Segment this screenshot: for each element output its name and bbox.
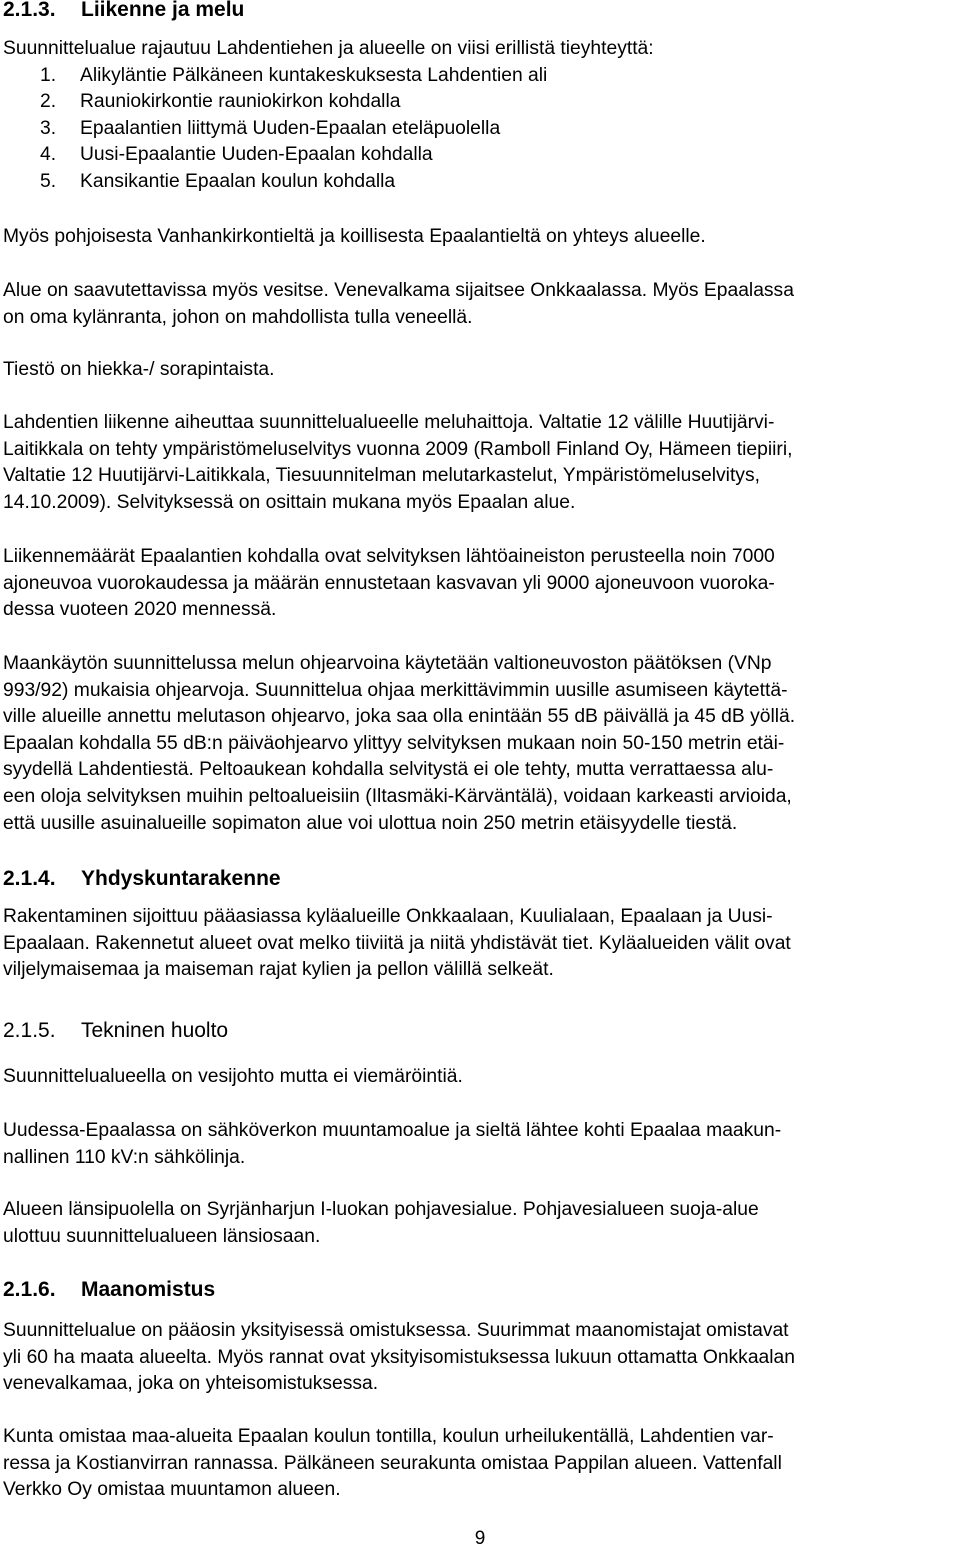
text-line: yli 60 ha maata alueelta. Myös rannat ovat yksityisomistuksessa lukuun ottamatta Onkkaalan [3,1346,795,1368]
section-number: 2.1.5. [3,1019,56,1042]
text-line: syydellä Lahdentiestä. Peltoaukean kohdalla selvitystä ei ole tehty, mutta verrattaessa alu- [3,759,774,781]
list-text: Alikyläntie Pälkäneen kuntakeskuksesta Lahdentien ali [80,64,548,86]
paragraph [3,904,791,984]
paragraph [3,1197,759,1250]
text-line: Lahdentien liikenne aiheuttaa suunnittelualueelle meluhaittoja. Valtatie 12 välille Huutijärvi- [3,412,775,433]
list-number: 5. [40,170,57,192]
section-heading [3,0,244,23]
list-text: Epaalantien liittymä Uuden-Epaalan eteläpuolella [80,117,501,139]
list-text: Kansikantie Epaalan koulun kohdalla [80,170,396,192]
text-line: 993/92) mukaisia ohjearvoja. Suunnittelua ohjaa merkittävimmin uusille asumiseen käytettä- [3,679,788,701]
text-line: dessa vuoteen 2020 mennessä. [3,599,277,621]
text-line: Epaalaan. Rakennetut alueet ovat melko tiiviitä ja niitä yhdistävät tiet. Kyläalueiden välit ovat [3,932,791,954]
list-text: Rauniokirkontie rauniokirkon kohdalla [80,91,401,113]
page-number: 9 [474,1528,486,1549]
list-item [3,142,957,169]
section-liikenne [3,0,244,23]
paragraph [3,410,792,516]
paragraph: Suunnittelualueella on vesijohto mutta ei viemäröintiä. [3,1066,463,1087]
text-line: Rakentaminen sijoittuu pääasiassa kyläalueille Onkkaalaan, Kuulialaan, Epaalaan ja Uusi- [3,906,773,927]
section-number: 2.1.3. [3,0,56,21]
paragraph [3,1118,781,1171]
section-heading [3,1277,215,1303]
text-line: Suunnittelualue on pääosin yksityisessä omistuksessa. Suurimmat maanomistajat omistavat [3,1320,789,1341]
paragraph [3,1424,782,1504]
list-item [3,116,957,143]
section-title: Tekninen huolto [81,1019,229,1042]
text-line: Valtatie 12 Huutijärvi-Laitikkala, Tiesuunnitelman melutarkastelut, Ympäristömeluselvitys, [3,465,760,487]
paragraph [3,651,795,837]
paragraph [3,278,794,331]
paragraph [3,1318,795,1398]
section-number: 2.1.6. [3,1278,56,1301]
text-line: Laitikkala on tehty ympäristömeluselvitys vuonna 2009 (Ramboll Finland Oy, Hämeen tiepiiri, [3,438,793,460]
list-item [3,63,957,90]
text-line: ressa ja Kostianvirran rannassa. Pälkäneen seurakunta omistaa Pappilan alueen. Vattenfall [3,1452,782,1474]
connection-list [3,63,957,196]
paragraph: Tiestö on hiekka-/ sorapintaista. [3,359,275,380]
text-line: että uusille asuinalueille sopimaton alue voi ulottua noin 250 metrin etäisyydelle tiestä. [3,812,738,834]
paragraph: Myös pohjoisesta Vanhankirkontieltä ja koillisesta Epaalantieltä on yhteys alueelle. [3,226,706,247]
text-line: Liikennemäärät Epaalantien kohdalla ovat selvityksen lähtöaineiston perusteella noin 7000 [3,546,775,567]
section-title: Maanomistus [81,1278,216,1301]
list-number: 3. [40,117,57,139]
section-title: Liikenne ja melu [81,0,245,21]
paragraph: Suunnittelualue rajautuu Lahdentiehen ja alueelle on viisi erillistä tieyhteyttä: [3,38,654,59]
list-text: Uusi-Epaalantie Uuden-Epaalan kohdalla [80,144,433,166]
text-line: een oloja selvityksen muihin peltoalueisiin (Iltasmäki-Kärväntälä), voidaan karkeasti arvioida, [3,785,792,807]
text-line: ville alueille annettu melutason ohjearvo, joka saa olla enintään 55 dB päivällä ja 45 dB yöllä. [3,706,796,728]
text-line: nallinen 110 kV:n sähkölinja. [3,1146,246,1168]
text-line: Epaalan kohdalla 55 dB:n päiväohjearvo ylittyy selvityksen mukaan noin 50-150 metrin etäi- [3,732,785,754]
section-heading [3,1018,228,1044]
text-line: Verkko Oy omistaa muuntamon alueen. [3,1479,341,1501]
list-item [3,169,957,196]
text-line: Kunta omistaa maa-alueita Epaalan koulun tontilla, koulun urheilukentällä, Lahdentien var- [3,1426,774,1447]
text-line: viljelymaisemaa ja maiseman rajat kylien ja pellon välillä selkeät. [3,959,554,981]
text-line: ulottuu suunnittelualueen länsiosaan. [3,1225,321,1247]
section-title: Yhdyskuntarakenne [81,867,281,890]
text-line: Maankäytön suunnittelussa melun ohjearvoina käytetään valtioneuvoston päätöksen (VNp [3,653,772,674]
text-line: venevalkamaa, joka on yhteisomistuksessa. [3,1373,379,1395]
text-line: Alue on saavutettavissa myös vesitse. Venevalkama sijaitsee Onkkaalassa. Myös Epaalassa [3,280,794,301]
list-number: 2. [40,91,57,113]
section-heading [3,866,281,892]
text-line: 14.10.2009). Selvityksessä on osittain mukana myös Epaalan alue. [3,491,576,513]
paragraph [3,544,775,624]
text-line: on oma kylänranta, johon on mahdollista tulla veneellä. [3,306,473,328]
text-line: ajoneuvoa vuorokaudessa ja määrän ennustetaan kasvavan yli 9000 ajoneuvoon vuoroka- [3,572,775,594]
list-item [3,89,957,116]
text-line: Alueen länsipuolella on Syrjänharjun I-luokan pohjavesialue. Pohjavesialueen suoja-alue [3,1199,759,1220]
list-number: 1. [40,64,57,86]
section-number: 2.1.4. [3,867,56,890]
text-line: Uudessa-Epaalassa on sähköverkon muuntamoalue ja sieltä lähtee kohti Epaalaa maakun- [3,1120,782,1141]
list-number: 4. [40,144,57,166]
